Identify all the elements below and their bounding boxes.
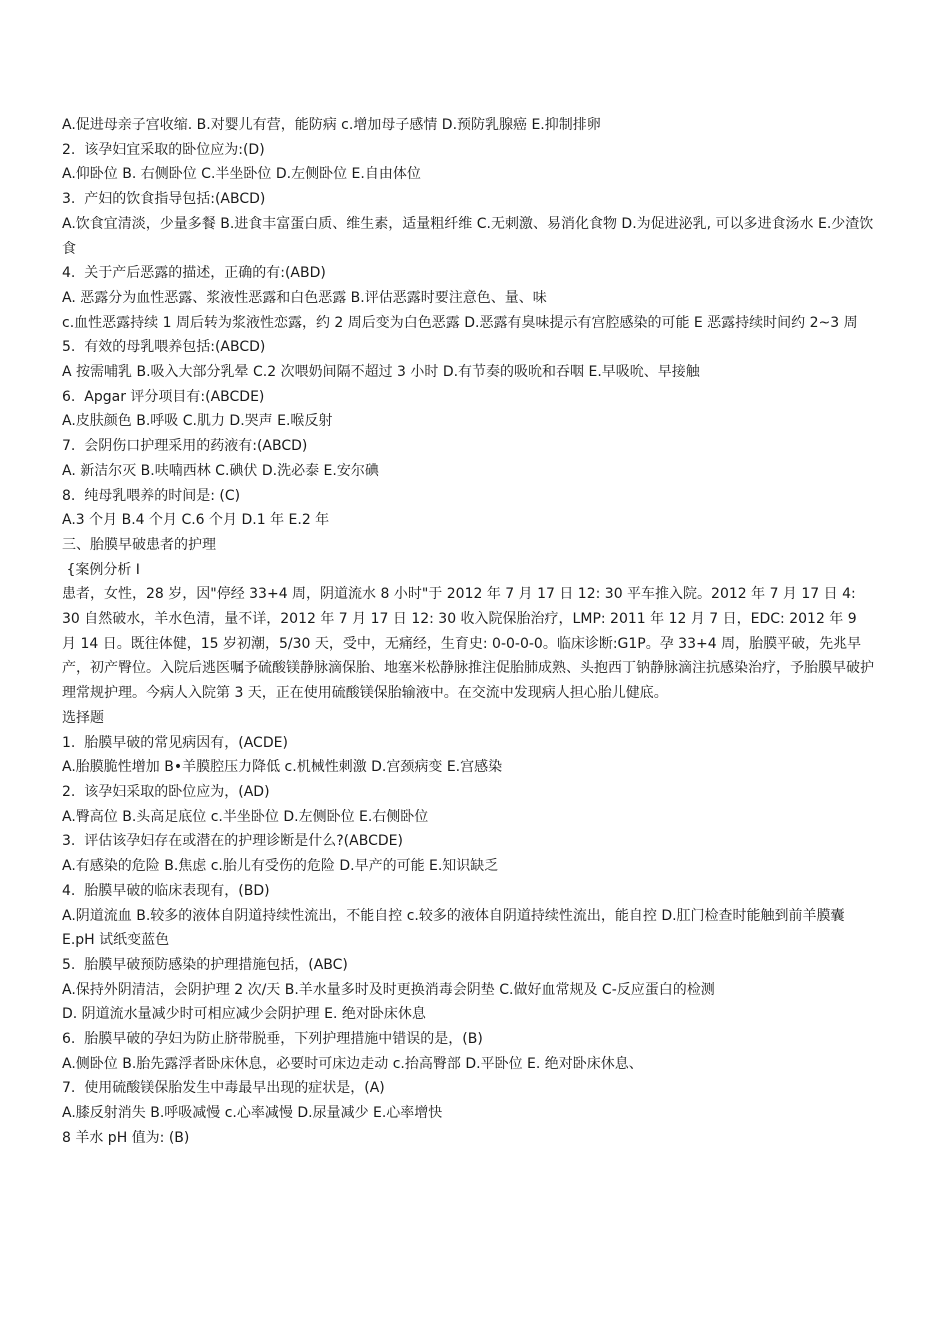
document-page (62, 113, 874, 1151)
case-question-7: 7. 使用硫酸镁保胎发生中毒最早出现的症状是，(A) (62, 1080, 385, 1097)
case-answer-options-6: A.侧卧位 B.胎先露浮者卧床休息，必要时可床边走动 c.抬高臀部 D.平卧位 E. 绝对卧床休息、 (62, 1055, 643, 1072)
answer-options-4a: A. 恶露分为血性恶露、浆液性恶露和白色恶露 B.评估恶露时要注意色、量、味 (62, 289, 547, 306)
answer-options-1: A.促进母亲子宫收缩. B.对婴儿有营，能防病 c.增加母子感情 D.预防乳腺癌 E.抑制排卵 (62, 117, 601, 133)
case-question-1: 1. 胎膜早破的常见病因有，(ACDE) (62, 734, 288, 751)
answer-options-7: A. 新洁尔灭 B.呋喃西林 C.碘伏 D.洗必泰 E.安尔碘 (62, 462, 379, 479)
case-question-5: 5. 胎膜早破预防感染的护理措施包括，(ABC) (62, 956, 348, 973)
case-description: 患者，女性，28 岁，因"停经 33+4 周，阴道流水 8 小时"于 2012 年 7 月 17 日 12: 30 平车推入院。2012 年 7 月 17 日 4: 30 自然破水，羊水色清，量不详，2012 年 7 月 17 日 12: 30 收入院保胎治疗，LMP: 2011 年 12 月 7 日，EDC: 2012 年 9 月 14 日。既往体健，15 岁初潮，5/30 天，受中，无痛经，生育史: 0-0-0-0。临床诊断:G1P。孕 33+4 周，胎膜平破，先兆早产，初产臀位。入院后逃医嘱予硫酸镁静脉滴保胎、地塞米松静脉推注促胎肺成熟、头抱西丁钠静脉滴注抗感染治疗，予胎膜早破护理常规护理。今病人入院第 3 天，正在使用硫酸镁保胎输液中。在交流中发现病人担心胎儿健底。 (62, 586, 874, 702)
question-4: 4. 关于产后恶露的描述，正确的有:(ABD) (62, 265, 326, 282)
answer-options-2: A.仰卧位 B. 右侧卧位 C.半坐卧位 D.左侧卧位 E.自由体位 (62, 166, 421, 183)
section-heading: 三、胎膜早破患者的护理 (62, 536, 216, 553)
case-answer-options-3: A.有感染的危险 B.焦虑 c.胎儿有受伤的危险 D.早产的可能 E.知识缺乏 (62, 858, 499, 875)
answer-options-4b: c.血性恶露持续 1 周后转为浆液性恋露，约 2 周后变为白色恶露 D.恶露有臭味提示有宫腔感染的可能 E 恶露持续时间约 2~3 周 (62, 314, 858, 331)
case-answer-options-7: A.膝反射消失 B.呼吸减慢 c.心率减慢 D.尿量减少 E.心率增快 (62, 1105, 443, 1122)
case-answer-options-4: A.阴道流血 B.较多的液体自阴道持续性流出，不能自控 c.较多的液体自阴道持续性流出，能自控 D.肛门检查时能触到前羊膜囊 E.pH 试纸变蓝色 (62, 907, 845, 949)
answer-options-6: A.皮肤颜色 B.呼吸 C.肌力 D.哭声 E.喉反射 (62, 413, 333, 430)
choice-questions-heading: 选择题 (62, 709, 104, 726)
case-answer-options-5b: D. 阴道流水量减少时可相应减少会阴护理 E. 绝对卧床休息 (62, 1006, 426, 1023)
question-3: 3. 产妇的饮食指导包括:(ABCD) (62, 191, 266, 208)
case-question-3: 3. 评估该孕妇存在或潜在的护理诊断是什么?(ABCDE) (62, 833, 403, 850)
question-2: 2. 该孕妇宜采取的卧位应为:(D) (62, 141, 265, 158)
case-question-6: 6. 胎膜早破的孕妇为防止脐带脱垂，下列护理措施中错误的是，(B) (62, 1031, 483, 1048)
question-5: 5. 有效的母乳喂养包括:(ABCD) (62, 339, 266, 356)
answer-options-5: A 按需哺乳 B.吸入大部分乳晕 C.2 次喂奶间隔不超过 3 小时 D.有节奏的吸吮和吞咽 E.早吸吮、早接触 (62, 364, 700, 381)
case-question-2: 2. 该孕妇采取的卧位应为，(AD) (62, 783, 270, 800)
case-answer-options-1: A.胎膜脆性增加 B•羊膜腔压力降低 c.机械性刺激 D.宫颈病变 E.宫感染 (62, 759, 503, 776)
answer-options-3: A.饮食宜清淡，少量多餐 B.进食丰富蛋白质、维生素，适量粗纤维 C.无刺激、易消化食物 D.为促进泌乳, 可以多进食汤水 E.少渣饮食 (62, 215, 874, 257)
case-answer-options-2: A.臀高位 B.头高足底位 c.半坐卧位 D.左侧卧位 E.右侧卧位 (62, 808, 429, 825)
case-answer-options-5a: A.保持外阴清洁，会阴护理 2 次/天 B.羊水量多时及时更换消毒会阴垫 C.做好血常规及 C-反应蛋白的检测 (62, 981, 715, 998)
case-question-8: 8 羊水 pH 值为: (B) (62, 1129, 190, 1146)
case-question-4: 4. 胎膜早破的临床表现有，(BD) (62, 882, 270, 899)
question-8: 8. 纯母乳喂养的时间是: (C) (62, 487, 241, 504)
question-7: 7. 会阴伤口护理采用的药液有:(ABCD) (62, 438, 308, 455)
answer-options-8: A.3 个月 B.4 个月 C.6 个月 D.1 年 E.2 年 (62, 512, 330, 529)
case-analysis-label: {案例分析 I (62, 561, 140, 578)
question-6: 6. Apgar 评分项目有:(ABCDE) (62, 388, 265, 405)
